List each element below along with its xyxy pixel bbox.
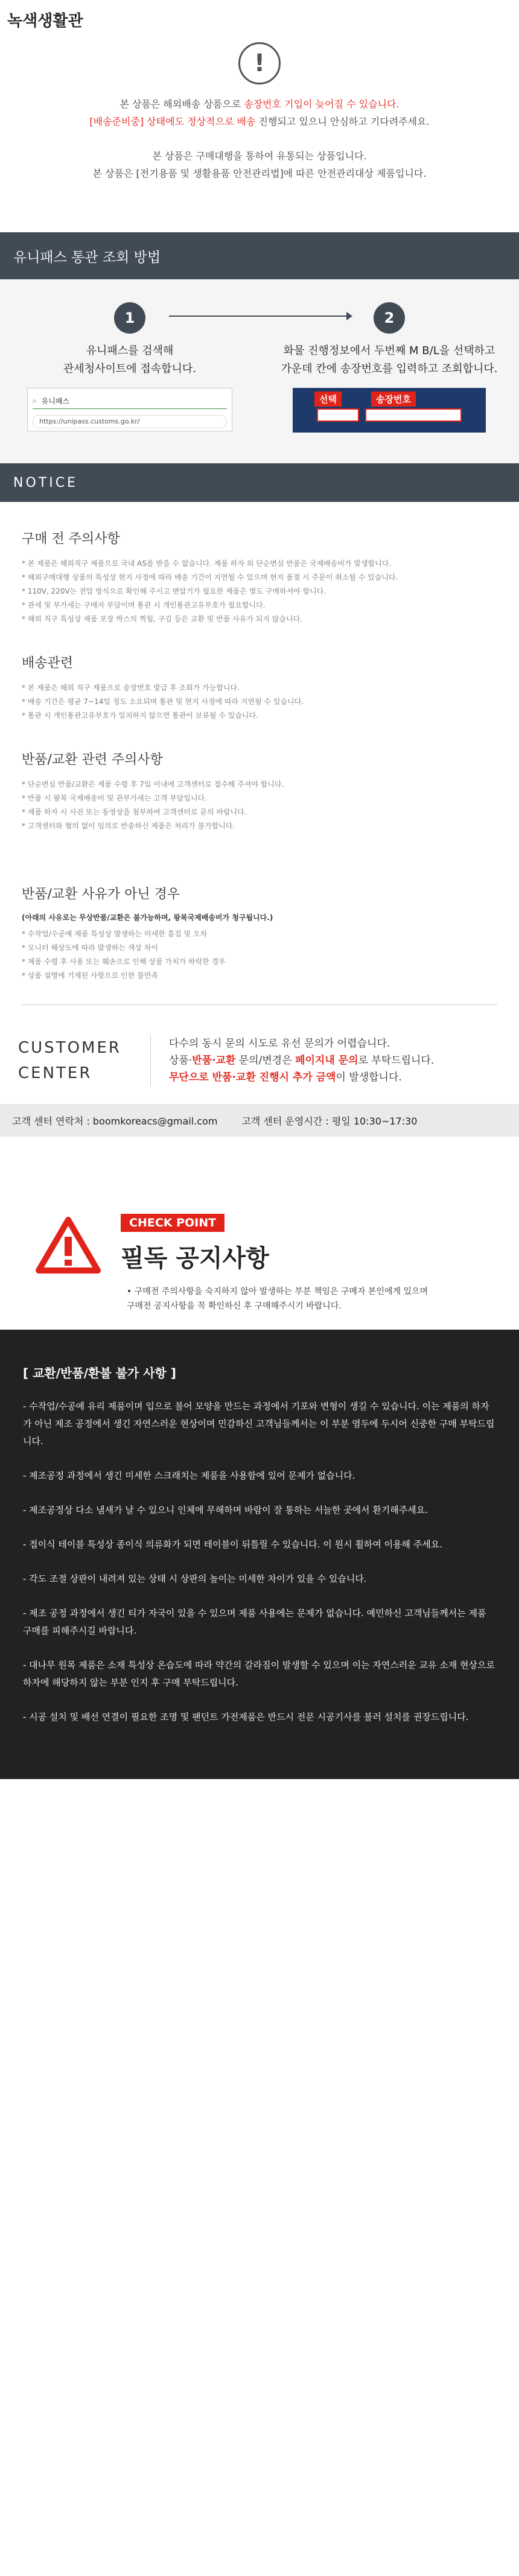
unipass-steps bbox=[0, 279, 519, 463]
top-notice bbox=[0, 42, 519, 232]
contact-email: 고객 센터 연락처 : boomkoreacs@gmail.com bbox=[12, 1115, 218, 1127]
contact-info-bar bbox=[0, 1104, 519, 1137]
list-item: - 대나무 원목 제품은 소재 특성상 온습도에 따라 약간의 갈라짐이 발생할 수 있으며 이는 자연스러운 교유 소재 현상으로 하자에 해당하지 않는 부분 인지 후 구매 부탁드립니다. bbox=[23, 1660, 495, 1688]
step-1 bbox=[0, 302, 260, 463]
list-item: - 수작업/수공예 유리 제품이며 입으로 불어 모양을 만드는 과정에서 기포와 변형이 생길 수 있습니다. 이는 제품의 하자가 아닌 제조 공정에서 생긴 자연스러운 현상이며 민감하신 고객님들께서는 이 부분 염두에 두시어 신중한 구매 부탁드립니다. bbox=[23, 1401, 495, 1447]
search-icon: ⌕ bbox=[33, 396, 37, 405]
step-2-text: 화물 진행정보에서 두번째 M B/L을 선택하고 가운데 칸에 송장번호를 입력하고 조회합니다. bbox=[281, 344, 498, 375]
policy-list bbox=[23, 1398, 496, 1726]
list-item: - 제조 공정 과정에서 생긴 티가 자국이 있을 수 있으며 제품 사용에는 문제가 없습니다. 예민하신 고객님들께서는 제품 구매를 피해주시길 바랍니다. bbox=[23, 1608, 486, 1636]
must-read-title: 필독 공지사항 bbox=[121, 1245, 269, 1272]
unipass-title-bar: 유니패스 통관 조회 방법 bbox=[0, 232, 519, 279]
customer-center bbox=[0, 1005, 519, 1098]
operating-hours: 고객 센터 운영시간 : 평일 10:30~17:30 bbox=[241, 1115, 418, 1127]
section-body: * 본 제품은 해외직구 제품으로 국내 AS를 받을 수 없습니다. 제품 하자 외 단순변심 반품은 국제배송비가 발생합니다. * 해외구매대행 상품의 특성상 현지 사정에 따라 배송 기간이 지연될 수 있으며 현지 품절 시 주문이 취소될 수 있습니다. * 110V, 220V는 전압 방식으로 확인해 주시고 변압기가 필요한 제품은 별도 구매하셔야 합니다. * 관세 및 부가세는 구매자 부담이며 통관 시 개인통관고유부호가 필요합니다. * 해외 직구 특성상 제품 포장 박스의 찍힘, 구김 등은 교환 및 반품 사유가 되지 않습니다. bbox=[22, 559, 398, 623]
section-title: 구매 전 주의사항 bbox=[22, 531, 120, 547]
section-returns: 반품/교환 관련 주의사항 * 단순변심 반품/교환은 제품 수령 후 7일 이내에 고객센터로 접수해 주셔야 합니다. * 반품 시 왕복 국제배송비 및 관부가세는 고객 부담입니다. * 제품 하자 시 사진 또는 동영상을 첨부하여 고객센터로 문의 바랍니다. * 고객센터와 협의 없이 임의로 반송하신 제품은 처리가 불가합니다. bbox=[0, 723, 519, 833]
list-item: - 제조공정 과정에서 생긴 미세한 스크래치는 제품을 사용함에 있어 문제가 없습니다. bbox=[23, 1470, 355, 1481]
invoice-tag: 송장번호 bbox=[371, 392, 416, 407]
notice-line-2: [배송준비중] 상태에도 정상적으로 배송 진행되고 있으니 안심하고 기다려주세요. bbox=[89, 116, 430, 127]
section-subtitle: (아래의 사유로는 무상반품/교환은 불가능하며, 왕복국제배송비가 청구됩니다.) bbox=[22, 913, 273, 922]
arrow-right-icon bbox=[169, 316, 350, 317]
step-2 bbox=[260, 302, 519, 463]
must-read-desc: • 구매전 주의사항을 숙지하지 않아 발생하는 부분 책임은 구매자 본인에게 있으며 구매전 공지사항을 꼭 확인하신 후 구매해주시기 바랍니다. bbox=[127, 1287, 428, 1311]
url-pill: https://unipass.customs.go.kr/ bbox=[33, 415, 227, 428]
list-item: - 시공 설치 및 배선 연결이 필요한 조명 및 팬던트 가전제품은 반드시 전문 시공기사를 불러 설치를 권장드립니다. bbox=[23, 1712, 469, 1722]
cargo-form-screenshot bbox=[293, 388, 486, 433]
brand-title: 녹색생활관 bbox=[7, 12, 83, 30]
policy-title: [ 교환/반품/환불 불가 사항 ] bbox=[23, 1366, 176, 1380]
notice-line-4: 본 상품은 [전기용품 및 생활용품 안전관리법]에 따른 안전관리대상 제품입니다. bbox=[92, 168, 427, 179]
customer-center-title: CUSTOMER CENTER bbox=[18, 1035, 151, 1086]
search-screenshot bbox=[27, 388, 232, 431]
step-number: 1 bbox=[114, 302, 145, 334]
step-number: 2 bbox=[374, 302, 405, 334]
section-title: 반품/교환 사유가 아닌 경우 bbox=[22, 887, 180, 902]
search-term: 유니패스 bbox=[41, 397, 70, 405]
must-read-notice bbox=[0, 1167, 519, 1330]
notice-line-1: 본 상품은 해외배송 상품으로 송장번호 기입이 늦어질 수 있습니다. bbox=[119, 98, 400, 110]
list-item: - 제조공정상 다소 냄새가 날 수 있으니 인체에 무해하며 바람이 잘 통하는 서늘한 곳에서 환기해주세요. bbox=[23, 1505, 428, 1515]
section-not-allowed: 반품/교환 사유가 아닌 경우 (아래의 사유로는 무상반품/교환은 불가능하며, 왕복국제배송비가 청구됩니다.) * 수작업/수공예 제품 특성상 발생하는 미세한 흠집 및 오차 * 모니터 해상도에 따라 발생하는 색상 차이 * 제품 수령 후 사용 또는 훼손으로 인해 상품 가치가 하락한 경우 * 상품 설명에 기재된 사항으로 인한 불만족 bbox=[0, 833, 519, 983]
select-tag: 선택 bbox=[314, 392, 342, 407]
list-item: - 접이식 테이블 특성상 종이식 의류화가 되면 테이블이 뒤틀릴 수 있습니다. 이 원시 휠하여 이용해 주세요. bbox=[23, 1539, 443, 1550]
checkpoint-badge: CHECK POINT bbox=[121, 1214, 224, 1232]
exclamation-circle-icon: ! bbox=[238, 42, 281, 84]
notice-bar: NOTICE bbox=[0, 463, 519, 502]
notice-line-3: 본 상품은 구매대행을 통하여 유통되는 상품입니다. bbox=[152, 150, 367, 162]
warning-triangle-icon bbox=[35, 1215, 101, 1275]
step-1-text: 유니패스를 검색해 관세청사이트에 접속합니다. bbox=[63, 344, 197, 375]
section-title: 반품/교환 관련 주의사항 bbox=[22, 752, 163, 767]
refund-policy-box bbox=[0, 1330, 519, 1779]
section-before-purchase bbox=[0, 502, 519, 626]
section-title: 배송관련 bbox=[22, 656, 74, 671]
list-item: - 각도 조절 상판이 내려져 있는 상태 시 상판의 높이는 미세한 차이가 있을 수 있습니다. bbox=[23, 1573, 367, 1584]
customer-center-body: 다수의 동시 문의 시도로 유선 문의가 어렵습니다. 상품·반품·교환 문의/변경은 페이지내 문의로 부탁드립니다. 무단으로 반품·교환 진행시 추가 금액이 발생합니다. bbox=[169, 1038, 435, 1083]
section-delivery: 배송관련 * 본 제품은 해외 직구 제품으로 송장번호 발급 후 조회가 가능합니다. * 배송 기간은 평균 7~14일 정도 소요되며 통관 및 현지 사정에 따라 지연될 수 있습니다. * 통관 시 개인통관고유부호가 일치하지 않으면 통관이 보류될 수 있습니다. bbox=[0, 626, 519, 723]
